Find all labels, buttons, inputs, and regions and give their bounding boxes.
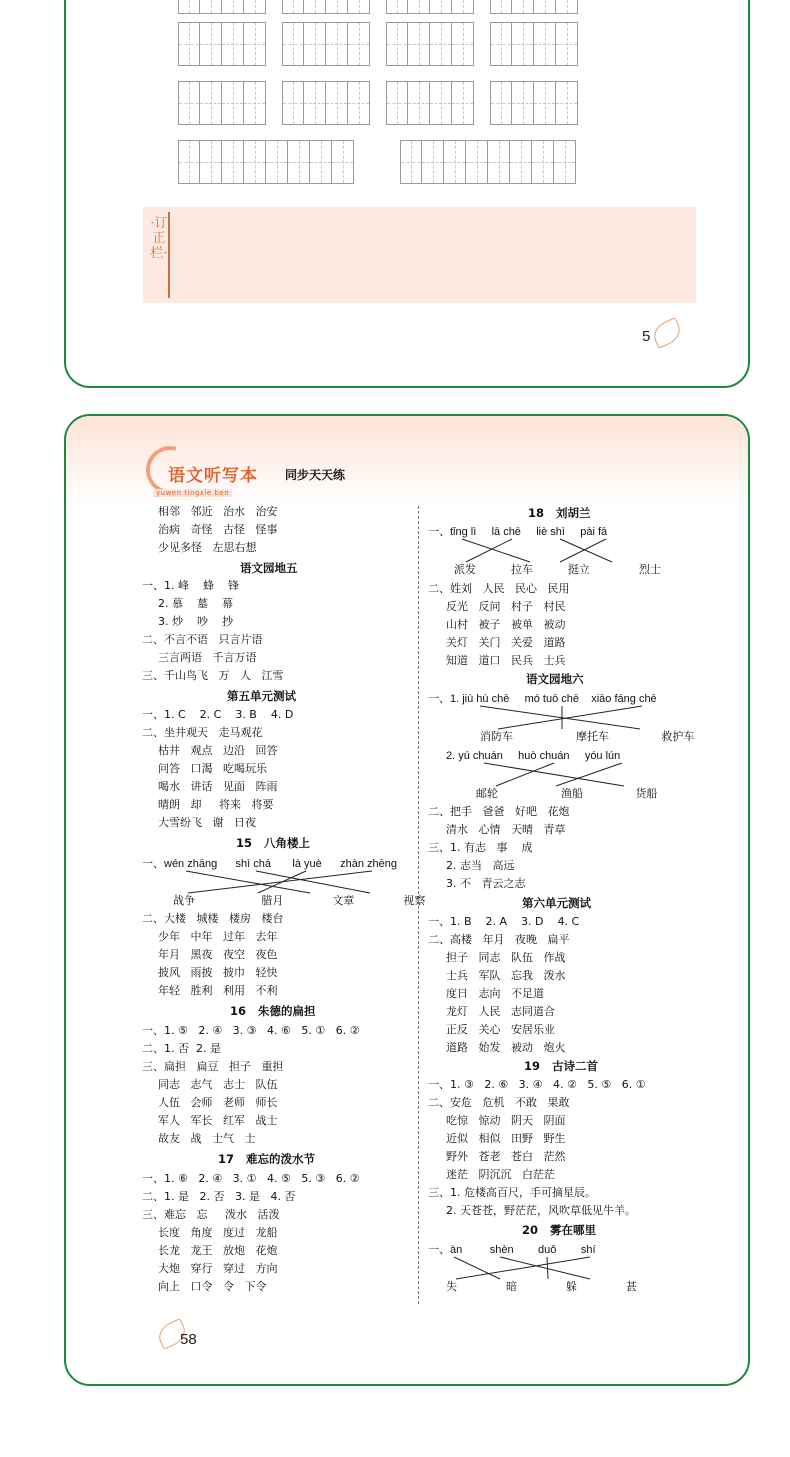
answer-line: 反光 反问 村子 村民 [446, 600, 566, 613]
answer-line: 一、1. C 2. C 3. B 4. D [142, 708, 294, 721]
answer-line: 少见多怪 左思右想 [158, 541, 257, 554]
answer-line: 同志 志气 志士 队伍 [158, 1078, 278, 1091]
answer-line: 一、1. ⑥ 2. ④ 3. ① 4. ⑤ 5. ③ 6. ② [142, 1172, 360, 1185]
answer-line: 二、1. 否 2. 是 [142, 1042, 221, 1055]
answer-line: 度日 志向 不足道 [446, 987, 544, 1000]
answer-line: 二、安危 危机 不敢 果敢 [428, 1096, 570, 1109]
section-heading: 第五单元测试 [227, 689, 296, 703]
answer-line: 年月 黑夜 夜空 夜色 [158, 948, 278, 961]
answer-line: 3. 不 青云之志 [446, 877, 526, 890]
correction-label: ·订正栏· [150, 216, 168, 261]
answer-line: 道路 始发 被动 炮火 [446, 1041, 566, 1054]
section-heading: 17 难忘的泼水节 [218, 1152, 316, 1166]
answer-line: 长龙 龙王 放炮 花炮 [158, 1244, 278, 1257]
answer-line: 士兵 军队 忘我 泼水 [446, 969, 566, 982]
book-title: 语文听写本 [168, 466, 258, 486]
answer-line: 迷茫 阴沉沉 白茫茫 [446, 1168, 555, 1181]
writing-grid-row-4 [178, 140, 592, 184]
pinyin-line: 一、wén zhāng shì chá là yuè zhàn zhēng [142, 858, 397, 870]
answer-line: 派发 拉车 挺立 烈士 [454, 563, 661, 576]
pinyin-line: 一、1. jiù hù chē mó tuō chē xiāo fáng chē [428, 693, 657, 705]
pinyin-line: 一、àn shèn duǒ shí [428, 1244, 596, 1256]
answer-line: 三言两语 千言万语 [158, 651, 257, 664]
answer-line: 一、1. ③ 2. ⑥ 3. ④ 4. ② 5. ⑤ 6. ① [428, 1078, 646, 1091]
answer-line: 失 暗 躲 甚 [446, 1280, 637, 1293]
answer-line: 三、1. 有志 事 成 [428, 841, 533, 854]
book-title-pinyin: yuwen tingxie ben [153, 489, 232, 497]
correction-bar [168, 212, 170, 298]
answer-line: 大雪纷飞 谢 日夜 [158, 816, 256, 829]
answer-line: 三、千山鸟飞 万 人 江雪 [142, 669, 284, 682]
answer-line: 披风 雨披 披巾 轻快 [158, 966, 278, 979]
answer-line: 问答 口渴 吃喝玩乐 [158, 762, 267, 775]
book-subtitle: 同步天天练 [285, 468, 346, 482]
section-heading: 语文园地六 [526, 672, 584, 686]
answer-line: 2. 天苍苍，野茫茫，风吹草低见牛羊。 [446, 1204, 636, 1217]
answer-line: 晴朗 却 将来 将要 [158, 798, 274, 811]
answer-line: 治病 奇怪 古怪 怪事 [158, 523, 278, 536]
section-heading: 16 朱德的扁担 [230, 1004, 316, 1018]
answer-line: 三、扁担 扁豆 担子 重担 [142, 1060, 284, 1073]
pinyin-line: 2. yú chuán huò chuán yóu lún [446, 750, 621, 762]
answer-line: 二、大楼 城楼 楼房 楼台 [142, 912, 284, 925]
answer-line: 军人 军长 红军 战士 [158, 1114, 278, 1127]
answer-line: 二、高楼 年月 夜晚 扁平 [428, 933, 570, 946]
answer-line: 战争 腊月 文章 视察 [173, 894, 426, 907]
section-heading: 18 刘胡兰 [528, 506, 591, 520]
writing-grid-row-1 [178, 0, 594, 14]
section-heading: 语文园地五 [240, 561, 298, 575]
answer-line: 2. 慕 墓 幕 [158, 597, 233, 610]
answer-line: 关灯 关门 关爱 道路 [446, 636, 566, 649]
answer-line: 枯井 观点 边沿 回答 [158, 744, 278, 757]
answer-line: 知道 道口 民兵 士兵 [446, 654, 566, 667]
answer-line: 二、1. 是 2. 否 3. 是 4. 否 [142, 1190, 296, 1203]
answer-line: 少年 中年 过年 去年 [158, 930, 278, 943]
answer-line: 3. 炒 吵 抄 [158, 615, 233, 628]
answer-line: 相邻 邻近 治水 治安 [158, 505, 278, 518]
writing-grid-row-2 [178, 22, 594, 66]
answer-line: 二、坐井观天 走马观花 [142, 726, 263, 739]
answer-line: 二、姓刘 人民 民心 民用 [428, 582, 570, 595]
answer-line: 三、难忘 忘 泼水 活泼 [142, 1208, 280, 1221]
answer-line: 长度 角度 度过 龙船 [158, 1226, 278, 1239]
section-heading: 15 八角楼上 [236, 836, 311, 850]
answer-line: 担子 同志 队伍 作战 [446, 951, 566, 964]
answer-line: 2. 志当 高远 [446, 859, 515, 872]
pinyin-line: 一、tǐng lì lā chē liè shì pài fā [428, 526, 608, 538]
answer-line: 年轻 胜利 利用 不利 [158, 984, 278, 997]
answer-line: 喝水 讲话 见面 阵雨 [158, 780, 278, 793]
correction-box[interactable] [143, 207, 696, 303]
section-heading: 第六单元测试 [522, 896, 591, 910]
answer-line: 人伍 会师 老师 师长 [158, 1096, 278, 1109]
answer-line: 龙灯 人民 志同道合 [446, 1005, 555, 1018]
answer-line: 一、1. ⑤ 2. ④ 3. ③ 4. ⑥ 5. ① 6. ② [142, 1024, 360, 1037]
answer-line: 一、1. B 2. A 3. D 4. C [428, 915, 580, 928]
answer-line: 三、1. 危楼高百尺，手可摘星辰。 [428, 1186, 596, 1199]
page-number: 58 [180, 1331, 197, 1348]
answer-line: 近似 相似 田野 野生 [446, 1132, 566, 1145]
answer-line: 清水 心情 天晴 青草 [446, 823, 566, 836]
top-page-number: 5 [642, 328, 651, 345]
section-heading: 20 雾在哪里 [522, 1223, 597, 1237]
answer-line: 向上 口令 令 下令 [158, 1280, 267, 1293]
answer-line: 山村 被子 被单 被动 [446, 618, 566, 631]
answer-line: 吃惊 惊动 阴天 阴面 [446, 1114, 566, 1127]
section-heading: 19 古诗二首 [524, 1059, 599, 1073]
answer-line: 二、不言不语 只言片语 [142, 633, 263, 646]
writing-grid-row-3 [178, 81, 594, 125]
answer-line: 一、1. 峰 蜂 锋 [142, 579, 239, 592]
answer-line: 大炮 穿行 穿过 方向 [158, 1262, 278, 1275]
answer-line: 故友 战 士气 士 [158, 1132, 256, 1145]
answer-line: 二、把手 爸爸 好吧 花炮 [428, 805, 570, 818]
answer-line: 正反 关心 安居乐业 [446, 1023, 555, 1036]
answer-line: 消防车 摩托车 救护车 [480, 730, 695, 743]
answer-line: 邮轮 渔船 货船 [476, 787, 658, 800]
answer-line: 野外 苍老 苍白 茫然 [446, 1150, 566, 1163]
